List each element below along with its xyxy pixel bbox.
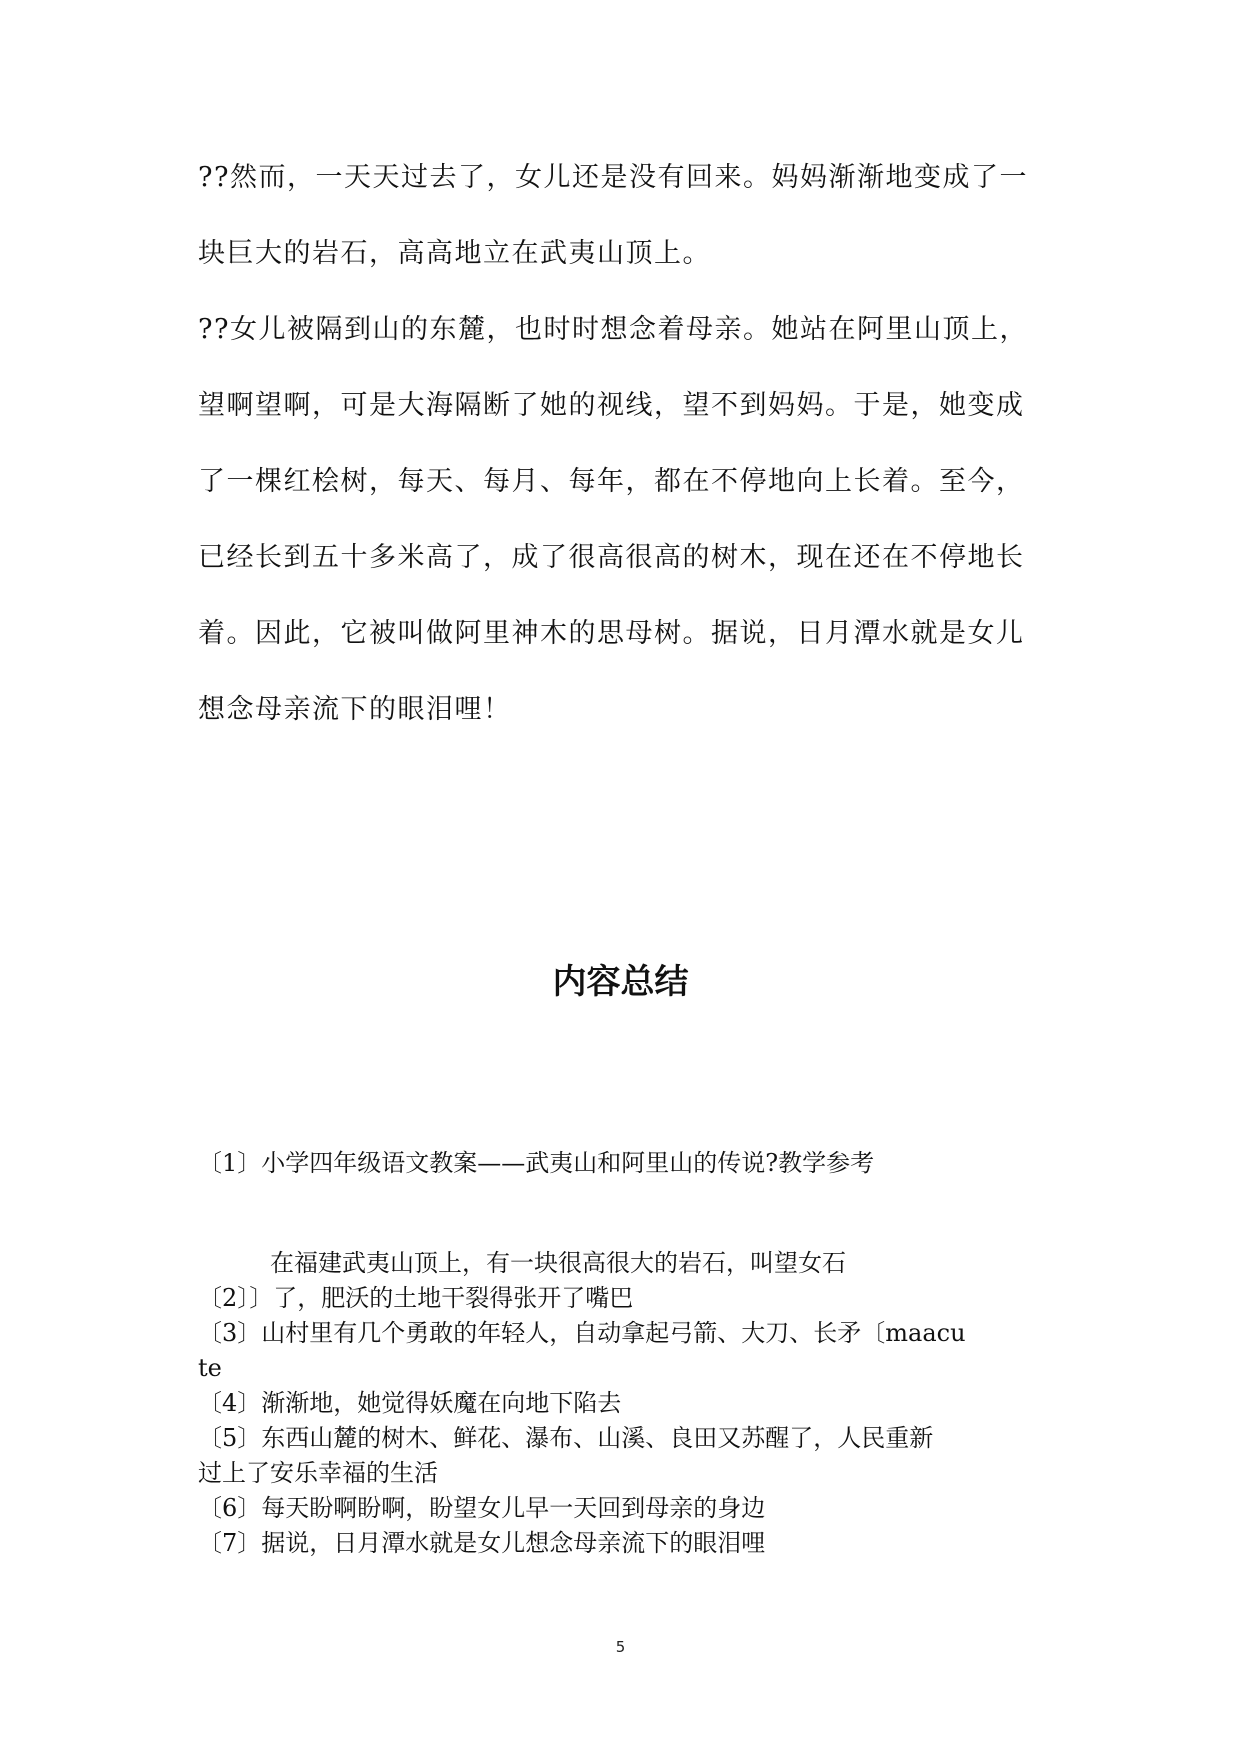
story-line: 了一棵红桧树，每天、每月、每年，都在不停地向上长着。至今， bbox=[198, 466, 1025, 497]
story-line: ??然而，一天天过去了，女儿还是没有回来。妈妈渐渐地变成了一 bbox=[198, 162, 1028, 193]
summary-line: 在福建武夷山顶上，有一块很高很大的岩石，叫望女石 bbox=[270, 1249, 846, 1277]
summary-line: 〔2〕〕了，肥沃的土地干裂得张开了嘴巴 bbox=[198, 1284, 634, 1312]
summary-line: 〔3〕山村里有几个勇敢的年轻人，自动拿起弓箭、大刀、长矛〔maacu bbox=[198, 1319, 966, 1347]
story-line: 块巨大的岩石，高高地立在武夷山顶上。 bbox=[198, 238, 711, 269]
summary-heading: 内容总结 bbox=[552, 962, 689, 1002]
summary-line: 〔7〕据说，日月潭水就是女儿想念母亲流下的眼泪哩 bbox=[198, 1529, 766, 1557]
summary-line: 〔6〕每天盼啊盼啊，盼望女儿早一天回到母亲的身边 bbox=[198, 1494, 766, 1522]
summary-line: 过上了安乐幸福的生活 bbox=[198, 1459, 438, 1487]
story-line: 着。因此，它被叫做阿里神木的思母树。据说，日月潭水就是女儿 bbox=[198, 618, 1025, 649]
summary-line: 〔4〕渐渐地，她觉得妖魔在向地下陷去 bbox=[198, 1389, 622, 1417]
story-text bbox=[198, 140, 1058, 748]
page-number: 5 bbox=[615, 1638, 626, 1656]
story-line: 望啊望啊，可是大海隔断了她的视线，望不到妈妈。于是，她变成 bbox=[198, 390, 1025, 421]
summary-first-item: 〔1〕小学四年级语文教案——武夷山和阿里山的传说?教学参考 bbox=[198, 1149, 875, 1177]
story-line: 已经长到五十多米高了，成了很高很高的树木，现在还在不停地长 bbox=[198, 542, 1025, 573]
summary-line: te bbox=[198, 1354, 222, 1382]
summary-list bbox=[198, 1246, 1058, 1561]
summary-line: 〔5〕东西山麓的树木、鲜花、瀑布、山溪、良田又苏醒了，人民重新 bbox=[198, 1424, 934, 1452]
story-line: ??女儿被隔到山的东麓，也时时想念着母亲。她站在阿里山顶上， bbox=[198, 314, 1028, 345]
story-line: 想念母亲流下的眼泪哩！ bbox=[198, 694, 512, 725]
